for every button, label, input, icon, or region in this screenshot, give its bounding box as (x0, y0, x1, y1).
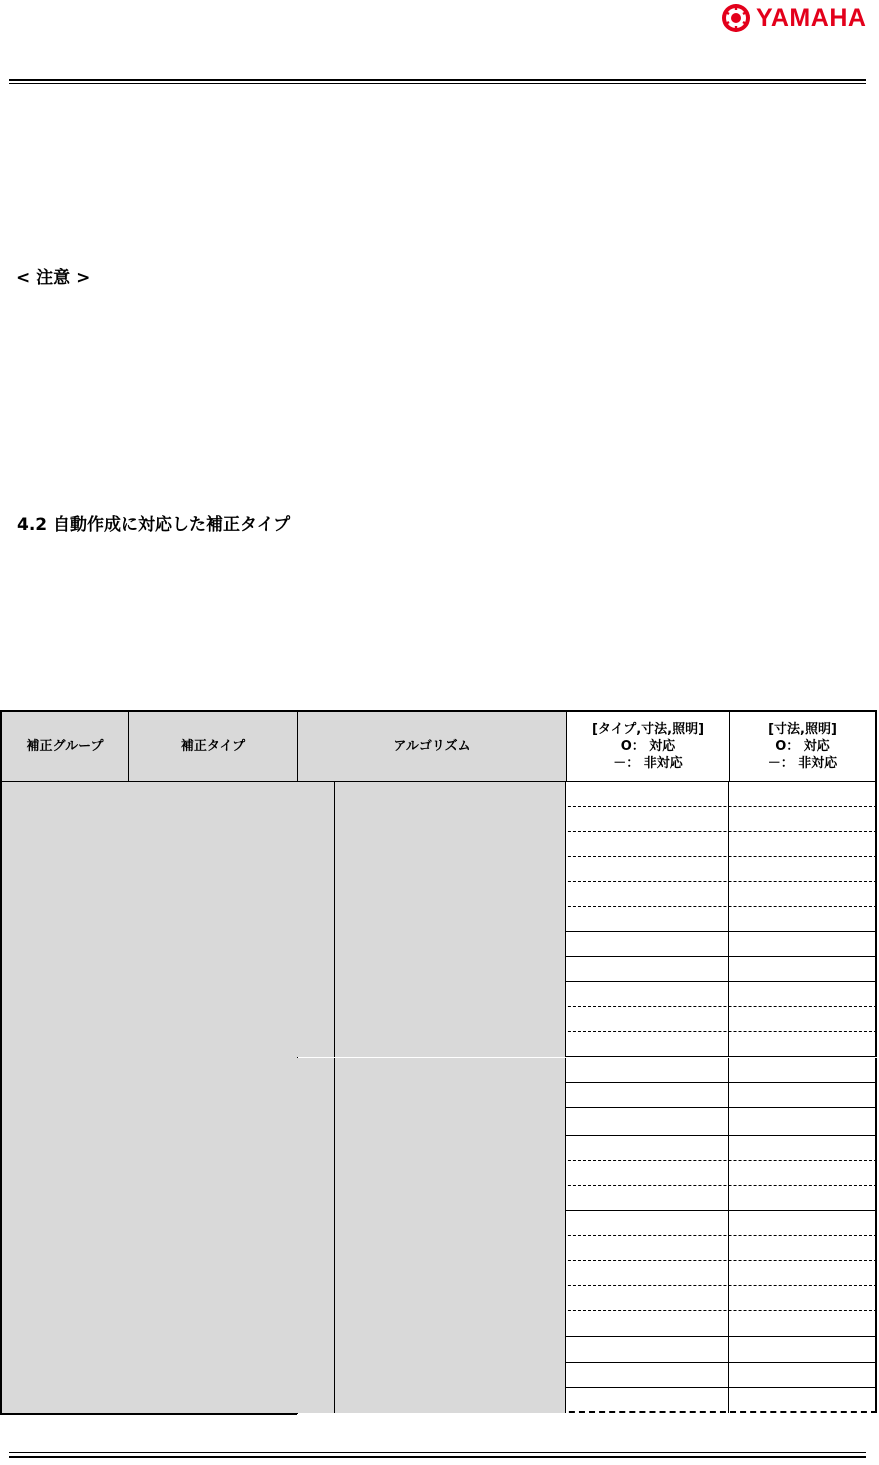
table-row (297, 1058, 877, 1083)
table-row (297, 1211, 877, 1236)
table-row (297, 1236, 877, 1261)
type-cell (128, 1083, 298, 1109)
tuning-fork-emblem-icon (718, 2, 754, 34)
correction-type-table (0, 710, 877, 1415)
table-row (297, 957, 877, 982)
header-rule-thin (9, 83, 866, 84)
header-size-light: [寸法,照明] O： 対応 －： 非対応 (729, 710, 877, 782)
footer-rule (9, 1456, 866, 1458)
table-row (297, 1286, 877, 1311)
footer-rule-thin (9, 1452, 866, 1453)
group-cell (0, 1136, 129, 1415)
group-cell (0, 782, 129, 1137)
header-algorithm: アルゴリズム (297, 710, 567, 782)
table-row (297, 857, 877, 882)
type-cell (128, 1108, 298, 1137)
type-cell (128, 957, 298, 983)
note-label: < 注意 > (16, 268, 91, 288)
table-row (297, 1363, 877, 1388)
section-heading: 4.2 自動作成に対応した補正タイプ (17, 515, 291, 535)
type-cell (128, 982, 298, 1059)
table-row (297, 1108, 877, 1136)
type-cell (128, 1337, 298, 1389)
table-row (297, 932, 877, 957)
type-cell (128, 1136, 298, 1212)
type-cell (128, 1058, 298, 1084)
table-row (297, 907, 877, 932)
table-row (297, 1032, 877, 1057)
table-row (297, 1337, 877, 1363)
table-row (297, 982, 877, 1007)
table-row (297, 1161, 877, 1186)
type-cell (128, 782, 298, 958)
table-row (297, 1007, 877, 1032)
header-type-size-light: [タイプ,寸法,照明] O： 対応 －： 非対応 (566, 710, 730, 782)
type-cell (128, 1211, 298, 1338)
table-row (297, 1186, 877, 1211)
table-row (297, 1388, 877, 1413)
header-type: 補正タイプ (128, 710, 298, 782)
table-row (297, 1083, 877, 1108)
table-bottom-border (0, 1413, 297, 1415)
yamaha-logo (718, 0, 876, 36)
table-row (297, 807, 877, 832)
logo-text: YAMAHA (756, 3, 867, 32)
table-row (297, 1136, 877, 1161)
type-cell (128, 1388, 298, 1414)
table-row (297, 882, 877, 907)
table-row (297, 1261, 877, 1286)
header-group: 補正グループ (0, 710, 129, 782)
header-rule (9, 79, 866, 81)
table-row (297, 832, 877, 857)
table-row (297, 782, 877, 807)
table-row (297, 1311, 877, 1337)
